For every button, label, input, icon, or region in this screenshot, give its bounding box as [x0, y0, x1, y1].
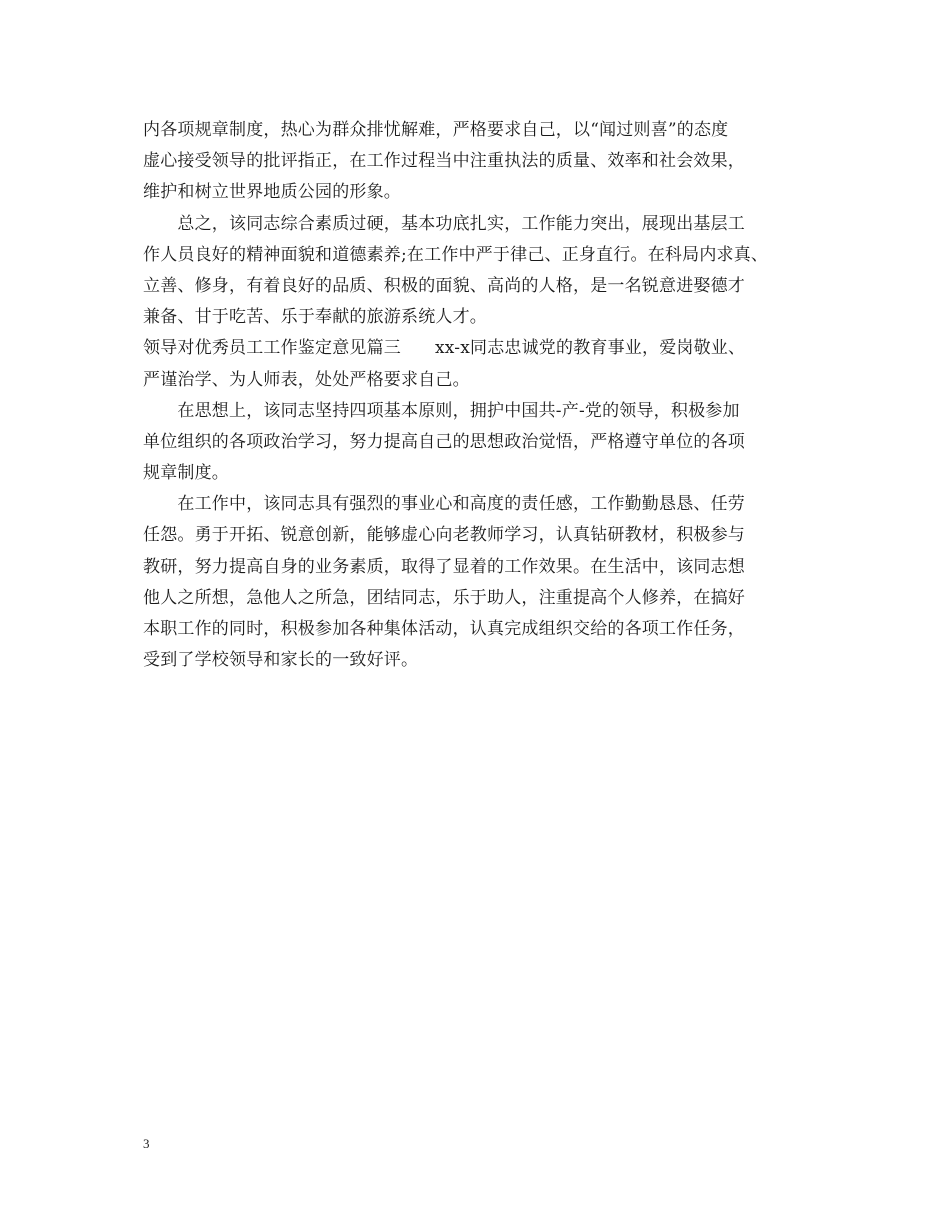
- text-line: 内各项规章制度，热心为群众排忧解难，严格要求自己，以“闻过则喜”的态度: [143, 120, 729, 140]
- text-line: 兼备、甘于吃苦、乐于奉献的旅游系统人才。: [143, 307, 487, 328]
- text-line: 任怨。勇于开拓、锐意创新，能够虚心向老教师学习，认真钻研教材，积极参与: [143, 525, 745, 546]
- text-line: 维护和树立世界地质公园的形象。: [143, 182, 401, 203]
- section-title: 领导对优秀员工工作鉴定意见篇三: [143, 338, 401, 359]
- text-line: 本职工作的同时，积极参加各种集体活动，认真完成组织交给的各项工作任务，: [143, 619, 745, 639]
- text-line: 总之，该同志综合素质过硬，基本功底扎实，工作能力突出，展现出基层工: [143, 213, 745, 234]
- text-line: 作人员良好的精神面貌和道德素养;在工作中严于律己、正身直行。在科局内求真、: [143, 244, 769, 265]
- text-line: 单位组织的各项政治学习，努力提高自己的思想政治觉悟，严格遵守单位的各项: [143, 431, 745, 452]
- body-text: [143, 115, 823, 676]
- section-heading-line: [143, 333, 823, 364]
- text-line: 他人之所想，急他人之所急，团结同志，乐于助人，注重提高个人修养，在搞好: [143, 587, 745, 608]
- text-line: 规章制度。: [143, 463, 229, 484]
- section-continuation: xx-x同志忠诚党的教育事业，爱岗敬业、: [435, 338, 746, 359]
- text-line: 教研，努力提高自身的业务素质，取得了显着的工作效果。在生活中，该同志想: [143, 556, 745, 577]
- text-line: 在思想上，该同志坚持四项基本原则，拥护中国共-产-党的领导，积极参加: [143, 400, 740, 421]
- text-line: 在工作中，该同志具有强烈的事业心和高度的责任感，工作勤勤恳恳、任劳: [143, 494, 745, 515]
- text-line: 立善、修身，有着良好的品质、积极的面貌、高尚的人格，是一名锐意进娶德才: [143, 275, 745, 296]
- page-number: 3: [143, 1136, 150, 1151]
- text-line: 受到了学校领导和家长的一致好评。: [143, 650, 419, 671]
- text-line: 虚心接受领导的批评指正，在工作过程当中注重执法的质量、效率和社会效果，: [143, 151, 745, 172]
- text-line: 严谨治学、为人师表，处处严格要求自己。: [143, 369, 470, 390]
